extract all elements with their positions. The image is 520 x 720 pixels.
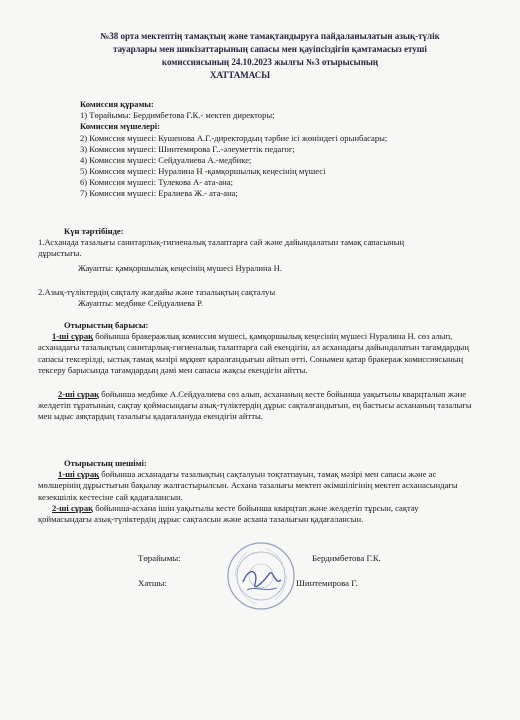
signature-scribble — [243, 572, 281, 587]
proceedings-q2-text: бойынша медбике А.Сейдуалиева сөз алып, асхананың кесте бойынша уақытылы кварцталып және желдетіп тұратынын, сақтау қоймасындағы азық-түліктердің дұрыс сақталғандығын, ең бастысы асхананың тазалығы мен ыдыс аяқтардың тазалығы қадағаланудa екендігін айтты. — [38, 388, 472, 422]
decision-q1-label: 1-ші сұрақ — [58, 469, 100, 480]
agenda-item-1-line-2: дұрыстығы. — [38, 248, 82, 259]
commission-member: 3) Комиссия мүшесі: Шинтемирова Г..-әлеуметтік педагог; — [80, 143, 295, 154]
agenda-section — [38, 226, 508, 309]
school-stamp — [225, 540, 297, 612]
commission-heading: Комиссия құрамы: — [80, 99, 154, 109]
chair-name: Бердимбетова Г.К. — [312, 553, 381, 563]
secretary-label: Хатшы: — [138, 578, 168, 588]
commission-chair: 1) Төрайымы: Бердимбетова Г.К.- мектеп директоры; — [80, 110, 275, 121]
title-line-4: ХАТТАМАСЫ — [210, 70, 271, 81]
commission-section — [80, 99, 500, 200]
decision-q2 — [38, 503, 474, 525]
document-title — [40, 30, 500, 82]
agenda-item-1-line-1: 1.Асханада тазалығы санитарлық-гигиеналық талаптарға сай және дайындалатын тамақ сапасының — [38, 237, 405, 248]
agenda-item-1-responsible: Жауапты: қамқоршылық кеңесінің мүшесі Нуралина Н. — [78, 262, 282, 273]
decision-q2-label: 2-ші сұрақ — [52, 502, 94, 513]
commission-member: 5) Комиссия мүшесі: Нуралина Н -қамқоршылық кеңесінің мүшесі — [80, 166, 326, 177]
proceedings-section — [38, 320, 474, 422]
agenda-item-2: 2.Азық-түліктердің сақталу жағдайы және тазалықтың сақталуы — [38, 286, 276, 297]
secretary-name: Шинтемирова Г. — [296, 578, 358, 588]
proceedings-q1-label: 1-ші сұрақ — [52, 331, 94, 342]
proceedings-heading: Отырыстың барысы: — [64, 320, 149, 330]
agenda-item-2-responsible: Жауапты: медбике Сейдуалиева Р. — [78, 297, 203, 308]
decision-heading: Отырыстың шешімі: — [64, 458, 147, 468]
commission-members-heading: Комиссия мүшелері: — [80, 121, 161, 132]
decision-section — [38, 458, 474, 525]
title-line-3: комиссиясының 24.10.2023 жылғы №3 отырысының — [161, 57, 379, 68]
proceedings-q1 — [38, 331, 474, 376]
commission-member: 4) Комиссия мүшесі: Сейдуалиева А.-медбике; — [80, 154, 252, 165]
commission-member: 6) Комиссия мүшесі: Тулекова А- ата-ана; — [80, 177, 233, 188]
commission-member: 7) Комиссия мүшесі: Ералиева Ж.- ата-ана; — [80, 188, 238, 199]
title-line-2: тауарлары мен шикізаттарының сапасы мен қауіпсіздігін қамтамасыз етуші — [113, 44, 427, 55]
proceedings-q1-text: бойынша бракеражлық комиссия мүшесі, қамқоршылық кеңесінің мүшесі Нуралина Н. сөз алып, асханадағы тазалықтың санитарлық-гигиеналық талаптарға сай екендігін, ал асханадағы дайындалатын тағамдардың сапасы тексерілді, ыстық тамақ мәзірі мұқият қаралғандығын айтып өтті. Сонымен қатар бракераж комиссиясының тексеру барысында тағамдардың дәмі мен сапасы жақсы екендігін айтты. — [38, 331, 469, 375]
agenda-heading: Күн тәртібінде: — [64, 226, 124, 236]
decision-q1-text: бойынша асханадағы тазалықтың сақталуын тоқтатпауын, тамақ мәзірі мен сапасы және ас мөлшерінің дұрыстығын бақылау жалғастырылсын. Асхана тазалығы мектеп әкімшілігінің мектеп асханасындағы кезекшілік кестесіне сай қадағалансын. — [38, 469, 458, 502]
decision-q2-text: бойынша-асхана ішін уақытылы кесте бойынша кварцтап және желдетіп тұрсын, сақтау қоймасындағы азық-түліктердің дұрыс сақталсын және асхана тазалығын қадағалансын. — [38, 502, 419, 524]
title-line-1: №38 орта мектептің тамақтың және тамақтандыруға пайдаланылатын азық-түлік — [100, 31, 440, 41]
proceedings-q2 — [38, 389, 474, 423]
chair-label: Төрайымы: — [138, 553, 181, 563]
decision-q1 — [38, 469, 474, 503]
commission-member: 2) Комиссия мүшесі: Кушенова А.Г.-директордың тәрбие ісі жөніндегі орынбасары; — [80, 132, 388, 143]
proceedings-q2-label: 2-ші сұрақ — [58, 388, 100, 399]
